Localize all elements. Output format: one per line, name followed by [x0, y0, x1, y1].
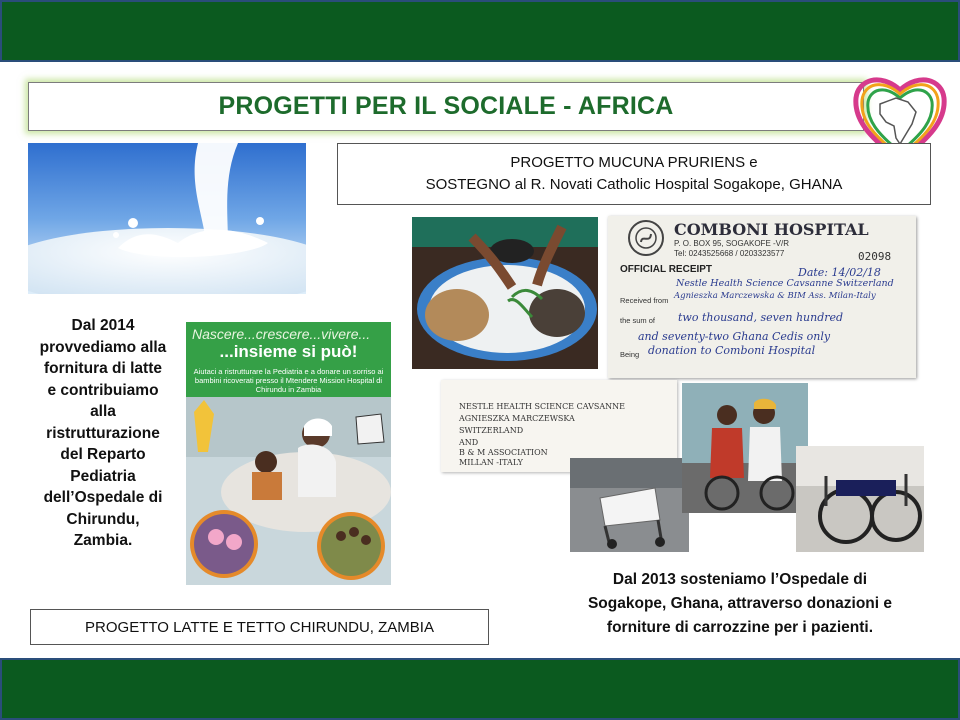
- receipt-sum: two thousand, seven hundred: [678, 311, 844, 324]
- receipt-heading: OFFICIAL RECEIPT: [620, 264, 713, 275]
- receipt-being-label: Being: [620, 350, 640, 359]
- receipt-address: P. O. BOX 95, SOGAKOFE -V/R: [674, 239, 789, 248]
- letter-line: AGNIESZKA MARCZEWSKA: [459, 414, 575, 423]
- wheelchair-artwork-1: [570, 458, 689, 552]
- mucuna-project-line1: PROGETTO MUCUNA PRURIENS e: [510, 154, 758, 171]
- patients-photo: [682, 383, 808, 513]
- zambia-description-line: del Reparto: [60, 446, 146, 463]
- zambia-description-line: Chirundu,: [66, 510, 140, 528]
- ghana-description-line: forniture di carrozzine per i pazienti.: [606, 619, 874, 636]
- poster-line1: Nascere...crescere...vivere...: [192, 326, 371, 342]
- chirundu-poster: [186, 322, 391, 585]
- latte-project-label: PROGETTO LATTE E TETTO CHIRUNDU, ZAMBIA: [85, 618, 434, 636]
- receipt-number: 02098: [858, 250, 892, 263]
- letter-line: NESTLE HEALTH SCIENCE CAVSANNE: [459, 402, 625, 411]
- receipt-sum-2: and seventy-two Ghana Cedis only: [638, 330, 831, 343]
- receipt-received-from-2: Agnieszka Marczewska & BIM Ass. Milan-Italy: [674, 291, 876, 301]
- wheelchair-photo-1: [570, 458, 689, 552]
- letter-line: AND: [459, 438, 479, 447]
- receipt-sum-label: the sum of: [620, 316, 656, 325]
- zambia-description-line: provvediamo alla: [39, 338, 167, 356]
- receipt-received-from: Nestle Health Science Cavsanne Switzerland: [676, 278, 894, 289]
- beans-artwork: [412, 217, 598, 369]
- comboni-receipt-photo: [608, 216, 916, 378]
- zambia-description-line: alla: [90, 403, 116, 420]
- mucuna-beans-photo: [412, 217, 598, 369]
- header-band: [0, 0, 960, 62]
- zambia-description-line: Zambia.: [73, 532, 133, 549]
- zambia-description-line: Dal 2014: [71, 317, 135, 334]
- letter-line: MILLAN -ITALY: [459, 458, 523, 467]
- mucuna-project-box: [337, 143, 931, 205]
- ghana-description-line: Dal 2013 sosteniamo l’Ospedale di: [612, 571, 868, 588]
- latte-project-box: [30, 609, 489, 645]
- zambia-description-line: e contribuiamo: [47, 381, 159, 399]
- milk-splash-photo: [28, 143, 306, 294]
- ghana-description-line: Sogakope, Ghana, attraverso donazioni e: [587, 595, 893, 612]
- letter-line: B & M ASSOCIATION: [459, 448, 548, 457]
- patients-artwork: [682, 383, 808, 513]
- receipt-received-label: Received from: [620, 296, 669, 305]
- title-box: [28, 82, 864, 131]
- zambia-description-line: fornitura di latte: [44, 360, 162, 377]
- poster-line3: Aiutaci a ristrutturare la Pediatria e a donare un sorriso ai bambini ricoverati presso il Mtendere Mission Hospital di Chirundu in Zambia: [193, 367, 384, 394]
- zambia-description-line: dell’Ospedale di: [43, 489, 163, 506]
- letter-line: SWITZERLAND: [459, 426, 524, 435]
- ghana-description: [540, 568, 940, 640]
- poster-line2: ...insieme si può!: [219, 342, 358, 361]
- hospital-seal-icon: [626, 218, 666, 258]
- page-title: PROGETTI PER IL SOCIALE - AFRICA: [218, 92, 674, 120]
- zambia-description-line: ristrutturazione: [46, 424, 160, 442]
- zambia-description: [28, 315, 178, 552]
- receipt-date: Date: 14/02/18: [798, 266, 881, 279]
- wheelchair-photo-2: [796, 446, 924, 552]
- receipt-tel: Tel: 0243525668 / 0203323577: [674, 249, 785, 258]
- mucuna-project-line2: SOSTEGNO al R. Novati Catholic Hospital Sogakope, GHANA: [425, 176, 843, 193]
- receipt-being: donation to Comboni Hospital: [648, 344, 816, 357]
- wheelchair-artwork-2: [796, 446, 924, 552]
- zambia-description-line: Pediatria: [70, 467, 136, 485]
- receipt-title: COMBONI HOSPITAL: [674, 220, 869, 239]
- footer-band: [0, 658, 960, 720]
